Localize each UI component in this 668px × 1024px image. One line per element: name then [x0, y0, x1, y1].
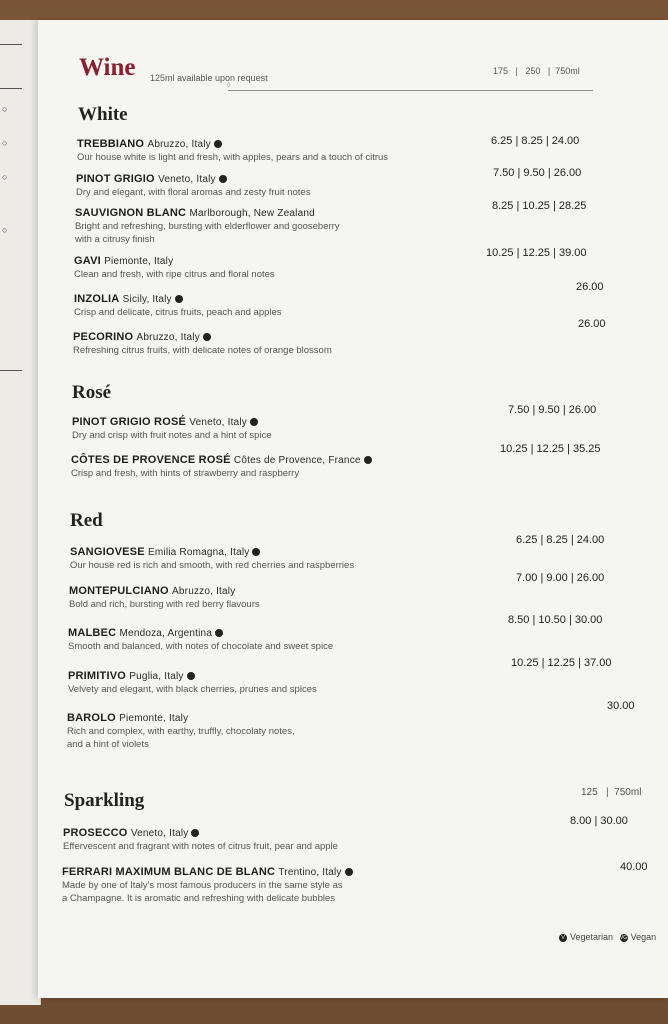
vegan-icon: [203, 333, 211, 341]
wine-region: Trentino, Italy: [278, 867, 342, 878]
wine-price: 8.00 | 30.00: [570, 815, 628, 827]
wine-region: Puglia, Italy: [129, 671, 184, 682]
wine-description-line: Rich and complex, with earthy, truffly, chocolaty notes,: [67, 726, 295, 737]
wine-name: SANGIOVESE: [70, 546, 145, 558]
wine-name: PINOT GRIGIO: [76, 173, 155, 185]
wine-item-gavi: [74, 255, 494, 281]
wine-description: Our house red is rich and smooth, with red cherries and raspberries: [70, 560, 355, 571]
vegan-icon: [252, 548, 260, 556]
wine-price: 40.00: [620, 861, 648, 873]
wine-region: Marlborough, New Zealand: [189, 208, 315, 219]
wine-price: 6.25 | 8.25 | 24.00: [516, 534, 605, 546]
page-mark: ○: [2, 104, 8, 114]
wine-price: 7.50 | 9.50 | 26.00: [508, 404, 597, 416]
wine-item-pecorino: [73, 331, 493, 357]
vegetarian-icon: [364, 456, 372, 464]
wine-region: Piemonte, Italy: [119, 713, 189, 724]
vegetarian-icon: V: [559, 934, 567, 942]
wine-description-line: and a hint of violets: [67, 739, 149, 750]
wine-region: Abruzzo, Italy: [147, 139, 211, 150]
vegetarian-icon: [175, 295, 183, 303]
vegan-icon: [345, 868, 353, 876]
wine-description-line: with a citrusy finish: [75, 234, 155, 245]
page-mark: ○: [2, 138, 8, 148]
wine-name: GAVI: [74, 255, 101, 267]
previous-menu-page: [0, 20, 41, 1005]
wine-price: 10.25 | 12.25 | 35.25: [500, 443, 601, 455]
section-title-rose: Rosé: [72, 382, 112, 403]
wine-description: Clean and fresh, with ripe citrus and floral notes: [74, 269, 275, 280]
wine-region: Veneto, Italy: [189, 417, 247, 428]
wine-description: [67, 725, 487, 751]
wine-description-line: Bright and refreshing, bursting with elderflower and gooseberry: [75, 221, 340, 232]
wine-description: Dry and elegant, with floral aromas and zesty fruit notes: [76, 187, 311, 198]
wine-price: 8.50 | 10.50 | 30.00: [508, 614, 603, 626]
wine-region: Sicily, Italy: [122, 294, 172, 305]
wine-region: Abruzzo, Italy: [172, 586, 236, 597]
wine-name: BAROLO: [67, 712, 116, 724]
wine-description: Crisp and delicate, citrus fruits, peach and apples: [74, 307, 282, 318]
wine-item-sangiovese: [70, 546, 490, 572]
wine-description: Velvety and elegant, with black cherries, prunes and spices: [68, 684, 317, 695]
wine-description: Smooth and balanced, with notes of chocolate and sweet spice: [68, 641, 334, 652]
wine-item-trebbiano: [77, 138, 497, 164]
wine-description: [75, 220, 495, 246]
wine-description-line: Made by one of Italy's most famous producers in the same style as: [62, 880, 343, 891]
divider-mark: ◊: [227, 82, 231, 89]
dietary-legend: [559, 932, 656, 942]
wine-region: Abruzzo, Italy: [136, 332, 200, 343]
wine-description: Refreshing citrus fruits, with delicate notes of orange blossom: [73, 345, 332, 356]
wine-description: Bold and rich, bursting with red berry flavours: [69, 599, 260, 610]
wine-region: Côtes de Provence, France: [233, 455, 361, 466]
wine-price: 30.00: [607, 700, 635, 712]
page-mark: ○: [2, 225, 8, 235]
wine-item-sauvignon-blanc: [75, 207, 495, 246]
wine-name: CÔTES DE PROVENCE ROSÉ: [71, 454, 231, 466]
wine-name: PRIMITIVO: [68, 670, 127, 682]
page-mark: ○: [2, 172, 8, 182]
size-header: 175 | 250 | 750ml: [493, 66, 580, 76]
vegan-icon: [191, 829, 199, 837]
vegan-icon: [250, 418, 258, 426]
page-rule: [0, 88, 22, 89]
wine-name: FERRARI MAXIMUM BLANC DE BLANC: [62, 866, 276, 878]
section-title-red: Red: [70, 510, 103, 531]
divider: [228, 90, 593, 91]
section-title-sparkling: Sparkling: [64, 790, 145, 811]
wine-price: 26.00: [578, 318, 606, 330]
wine-region: Emilia Romagna, Italy: [148, 547, 250, 558]
vegan-icon: VG: [619, 934, 628, 941]
wine-item-ferrari-maximum: [62, 866, 482, 905]
wine-description: Effervescent and fragrant with notes of citrus fruit, pear and apple: [63, 841, 338, 852]
legend-vegan: Vegan: [630, 932, 657, 942]
menu-subtitle: 125ml available upon request: [150, 73, 268, 83]
wine-item-cotes-de-provence-rose: [71, 454, 491, 480]
wine-item-pinot-grigio-rose: [72, 416, 492, 442]
wine-item-primitivo: [68, 670, 488, 696]
wine-region: Veneto, Italy: [158, 174, 216, 185]
wine-price: 10.25 | 12.25 | 39.00: [486, 247, 587, 259]
wine-description: Dry and crisp with fruit notes and a hint of spice: [72, 430, 272, 441]
wine-item-malbec: [68, 627, 488, 653]
wine-name: PROSECCO: [63, 827, 128, 839]
wine-name: INZOLIA: [74, 293, 120, 305]
wine-description: [62, 879, 482, 905]
wine-menu-page: [38, 20, 668, 998]
wine-price: 8.25 | 10.25 | 28.25: [492, 200, 587, 212]
page-rule: [0, 370, 22, 371]
wine-name: SAUVIGNON BLANC: [75, 207, 187, 219]
section-title-white: White: [78, 104, 128, 125]
menu-title: Wine: [79, 54, 136, 81]
wine-region: Mendoza, Argentina: [119, 628, 213, 639]
wine-name: PECORINO: [73, 331, 134, 343]
vegetarian-icon: [214, 140, 222, 148]
vegan-icon: [187, 672, 195, 680]
wine-region: Piemonte, Italy: [104, 256, 174, 267]
wine-item-inzolia: [74, 293, 494, 319]
wine-region: Veneto, Italy: [130, 828, 189, 839]
wine-description-line: a Champagne. It is aromatic and refreshing with delicate bubbles: [62, 893, 336, 904]
wine-price: 26.00: [576, 281, 604, 293]
wine-price: 7.00 | 9.00 | 26.00: [516, 572, 605, 584]
wine-name: PINOT GRIGIO ROSÉ: [72, 416, 187, 428]
wine-description: Our house white is light and fresh, with apples, pears and a touch of citrus: [77, 152, 389, 163]
legend-vegetarian: Vegetarian: [570, 932, 614, 942]
wine-name: MALBEC: [68, 627, 117, 639]
wine-name: TREBBIANO: [77, 138, 145, 150]
vegetarian-icon: [219, 175, 227, 183]
vegan-icon: [215, 629, 223, 637]
wine-description: Crisp and fresh, with hints of strawberry and raspberry: [71, 468, 300, 479]
wine-name: MONTEPULCIANO: [69, 585, 169, 597]
wine-price: 6.25 | 8.25 | 24.00: [491, 135, 580, 147]
wine-item-montepulciano: [69, 585, 489, 611]
wine-item-prosecco: [63, 827, 483, 853]
sparkling-size-header: 125 | 750ml: [581, 787, 642, 798]
wine-item-pinot-grigio: [76, 173, 496, 199]
wine-price: 7.50 | 9.50 | 26.00: [493, 167, 582, 179]
page-rule: [0, 44, 22, 45]
wine-item-barolo: [67, 712, 487, 751]
wine-price: 10.25 | 12.25 | 37.00: [511, 657, 612, 669]
